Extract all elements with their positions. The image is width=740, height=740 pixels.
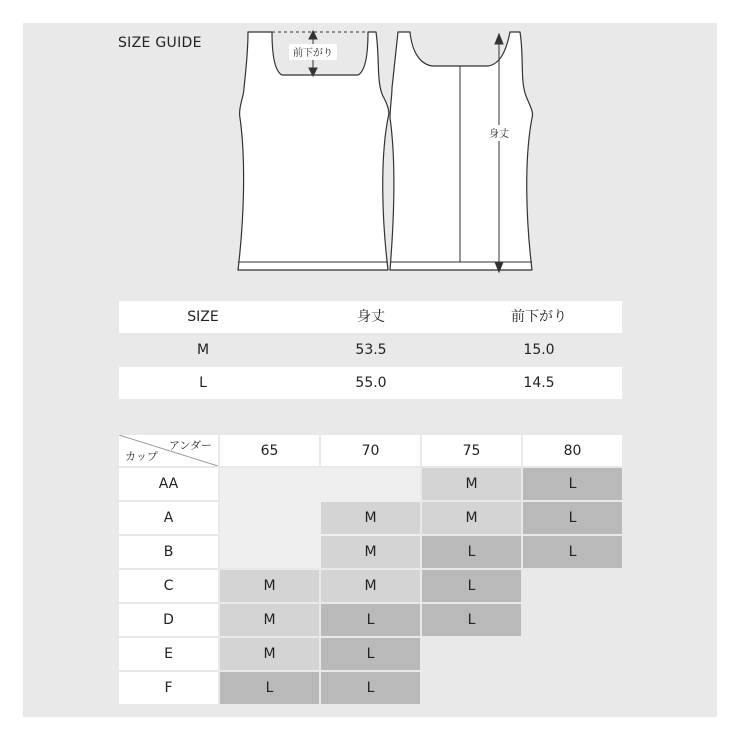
cup-size-cell: L [422,604,521,636]
cup-size-cell: M [321,502,420,534]
under-label: アンダー [168,439,212,452]
cup-size-cell: L [523,536,622,568]
size-row-l [119,367,622,399]
size-table-header [119,301,622,333]
cup-row-label: F [119,672,218,704]
front-drop-header: 前下がり [511,309,567,325]
size-cell: L [199,375,207,391]
size-row-m [119,334,622,366]
cup-size-cell: L [523,468,622,500]
corner-header [119,435,218,466]
front-drop-cell: 14.5 [523,375,555,391]
cup-row-label: A [119,502,218,534]
front-drop-label: 前下がり [293,48,333,59]
cup-size-cell: M [422,468,521,500]
cup-size-cell: M [220,638,319,670]
cup-row-label: E [119,638,218,670]
cup-size-cell: L [321,604,420,636]
cup-size-cell: L [422,570,521,602]
cup-size-cell: M [422,502,521,534]
body-length-cell: 53.5 [355,342,387,358]
page-title: SIZE GUIDE [118,35,202,51]
body-length-header: 身丈 [357,309,385,325]
cup-size-cell: M [220,604,319,636]
cup-row-label: C [119,570,218,602]
body-length-cell: 55.0 [355,375,387,391]
cup-size-cell: L [321,638,420,670]
cup-size-cell: L [523,502,622,534]
cup-size-cell: M [220,570,319,602]
cup-row-label: AA [119,468,218,500]
under-70-header: 70 [321,435,420,466]
garment-diagram [0,0,740,300]
size-cell: M [196,342,210,358]
cup-label: カップ [125,450,158,463]
body-length-label: 身丈 [489,129,509,140]
under-75-header: 75 [422,435,521,466]
cup-row-label: D [119,604,218,636]
cup-size-cell: L [321,672,420,704]
under-80-header: 80 [523,435,622,466]
cup-row-label: B [119,536,218,568]
cup-size-cell: L [422,536,521,568]
size-header: SIZE [187,309,219,325]
cup-size-cell: L [220,672,319,704]
under-65-header: 65 [220,435,319,466]
cup-size-cell: M [321,570,420,602]
front-drop-cell: 15.0 [523,342,555,358]
back-view [390,32,533,270]
cup-size-cell: M [321,536,420,568]
